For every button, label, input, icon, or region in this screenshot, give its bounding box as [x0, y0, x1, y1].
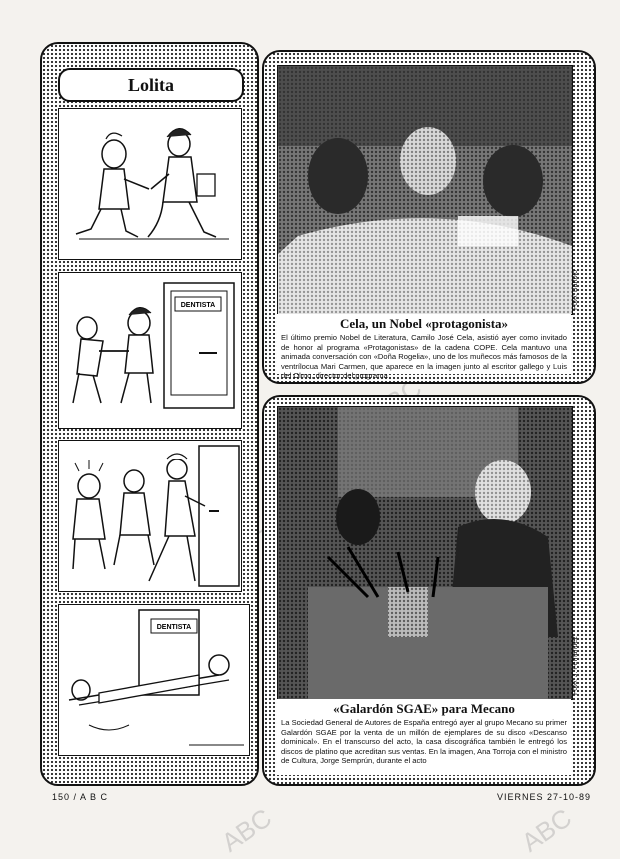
story2-photo-image: [278, 407, 572, 699]
story2-photo-credit: Foto: J. Fernández: [572, 636, 579, 695]
story1-caption: [277, 314, 571, 381]
comic-panel-4-drawing: [59, 605, 249, 755]
story2-headline: «Galardón SGAE» para Mecano: [333, 701, 515, 716]
comic-panel-2: [58, 272, 242, 429]
comic-panel-2-drawing: [59, 273, 241, 428]
story2-body: La Sociedad General de Autores de España entregó ayer al grupo Mecano su primer Galardón SGAE por la venta de un millón de ejemplares de su disco «Descanso dominical». En el transcurso del acto, la casa discográfica también le entregó los discos de platino que acreditan sus ventas. En la imagen, Ana Torroja con el ministro de Cultura, Jorge Semprún, durante el acto: [281, 718, 567, 766]
story1-headline: Cela, un Nobel «protagonista»: [339, 316, 509, 331]
comic-panel-1-drawing: [59, 109, 241, 259]
watermark: ABC: [215, 802, 277, 858]
story1-photo: [277, 65, 573, 315]
watermark: ABC: [515, 802, 577, 858]
comic-title-text: Lolita: [127, 74, 174, 95]
comic-panel-3-drawing: [59, 441, 241, 591]
story2-photo: [277, 406, 573, 700]
comic-panel-1: [58, 108, 242, 260]
issue-date: VIERNES 27-10-89: [497, 792, 592, 802]
story2-caption: [277, 699, 571, 775]
story1-body: El último premio Nobel de Literatura, Camilo José Cela, asistió ayer como invitado de honor al programa «Protagonistas» de la cadena COPE. Cela mantuvo una animada conversación con «Doña Rogelia», uno de los muñecos más famosos de la ventrílocua Mari Carmen, que aparece en la imagen junto al escritor gallego y Luis del Olmo, director del programa: [281, 333, 567, 381]
comic-panel-3: [58, 440, 242, 592]
page-number: 150 / A B C: [52, 792, 109, 802]
comic-panel-4: [58, 604, 250, 756]
door-sign-text: DENTISTA: [180, 302, 216, 309]
story1-photo-image: [278, 66, 572, 314]
door-sign-text-2: DENTISTA: [156, 624, 192, 631]
comic-strip-title: [58, 68, 244, 102]
story1-photo-credit: Foto: Bartolo: [572, 269, 579, 310]
